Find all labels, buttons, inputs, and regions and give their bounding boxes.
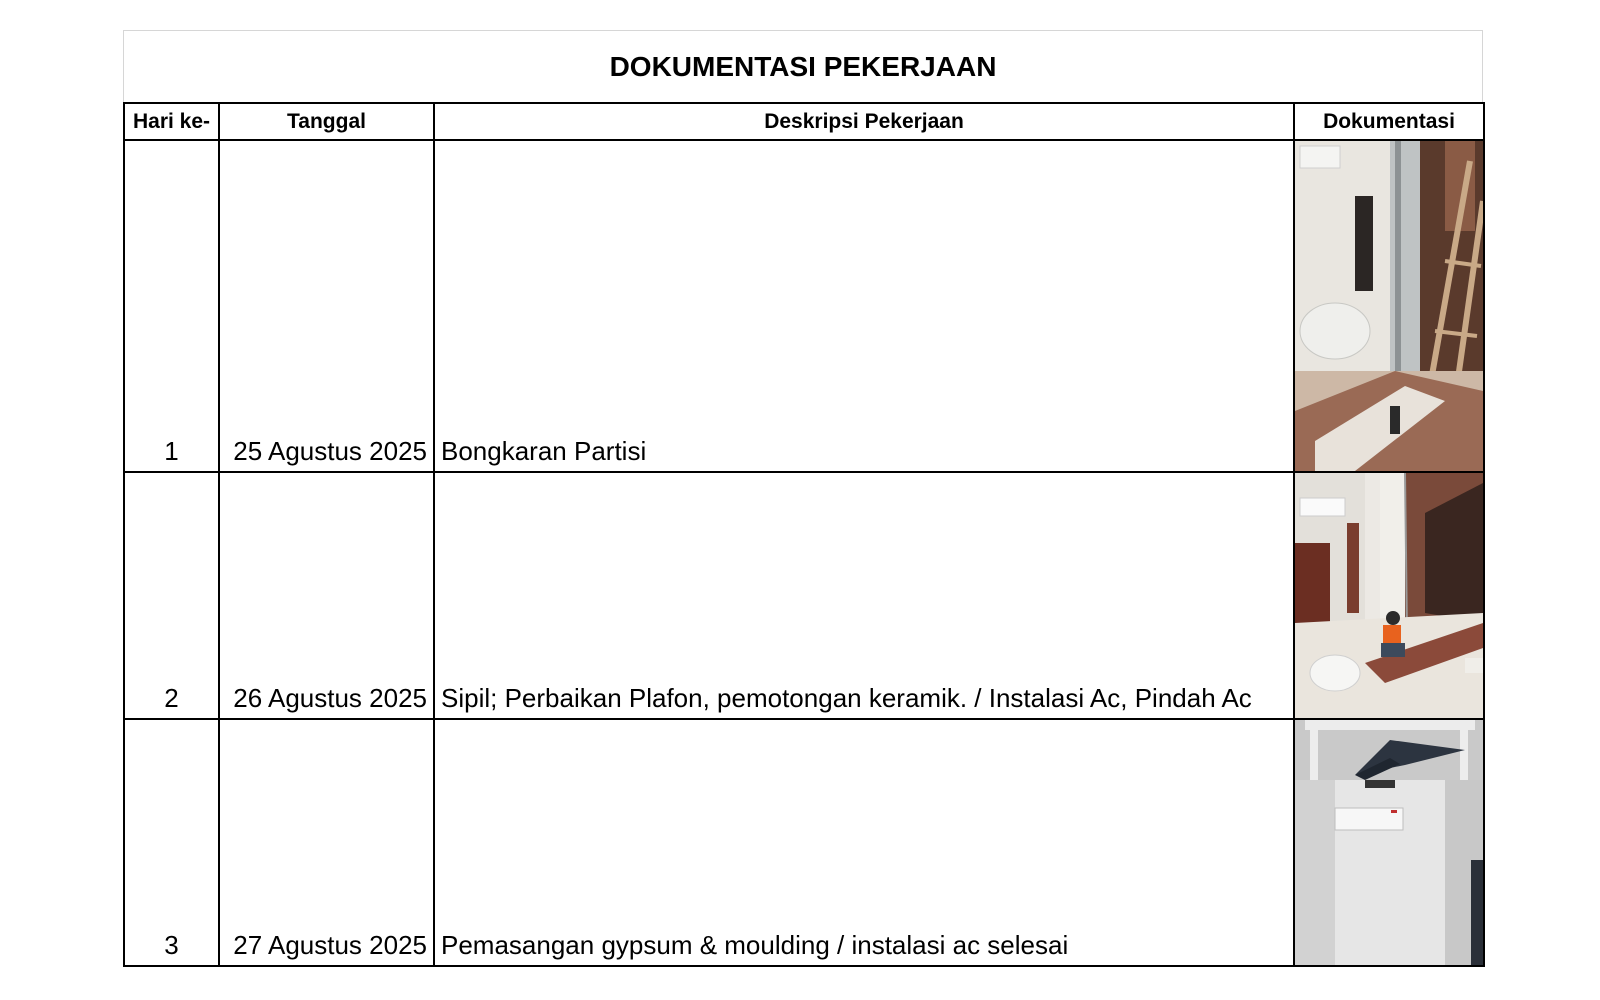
table-header-row [124, 103, 1484, 140]
table-row [124, 472, 1484, 719]
row-day: 1 [124, 140, 219, 472]
row-day: 3 [124, 719, 219, 966]
row-description: Bongkaran Partisi [434, 140, 1294, 472]
table-row [124, 140, 1484, 472]
row-date: 25 Agustus 2025 [219, 140, 434, 472]
header-documentation: Dokumentasi [1294, 103, 1484, 140]
header-description: Deskripsi Pekerjaan [434, 103, 1294, 140]
row-photo-cell [1294, 719, 1484, 966]
row-day: 2 [124, 472, 219, 719]
table-row [124, 719, 1484, 966]
row-description: Pemasangan gypsum & moulding / instalasi ac selesai [434, 719, 1294, 966]
row-date: 27 Agustus 2025 [219, 719, 434, 966]
row-date: 26 Agustus 2025 [219, 472, 434, 719]
documentation-sheet [123, 30, 1483, 967]
header-date: Tanggal [219, 103, 434, 140]
sheet-title: DOKUMENTASI PEKERJAAN [123, 30, 1483, 102]
row-photo-cell [1294, 140, 1484, 472]
renovation-photo [1295, 473, 1483, 718]
ceiling-ac-photo [1295, 720, 1483, 965]
row-photo-cell [1294, 472, 1484, 719]
work-log-table [123, 102, 1485, 967]
demolition-photo [1295, 141, 1483, 471]
header-day: Hari ke- [124, 103, 219, 140]
row-description: Sipil; Perbaikan Plafon, pemotongan keramik. / Instalasi Ac, Pindah Ac [434, 472, 1294, 719]
